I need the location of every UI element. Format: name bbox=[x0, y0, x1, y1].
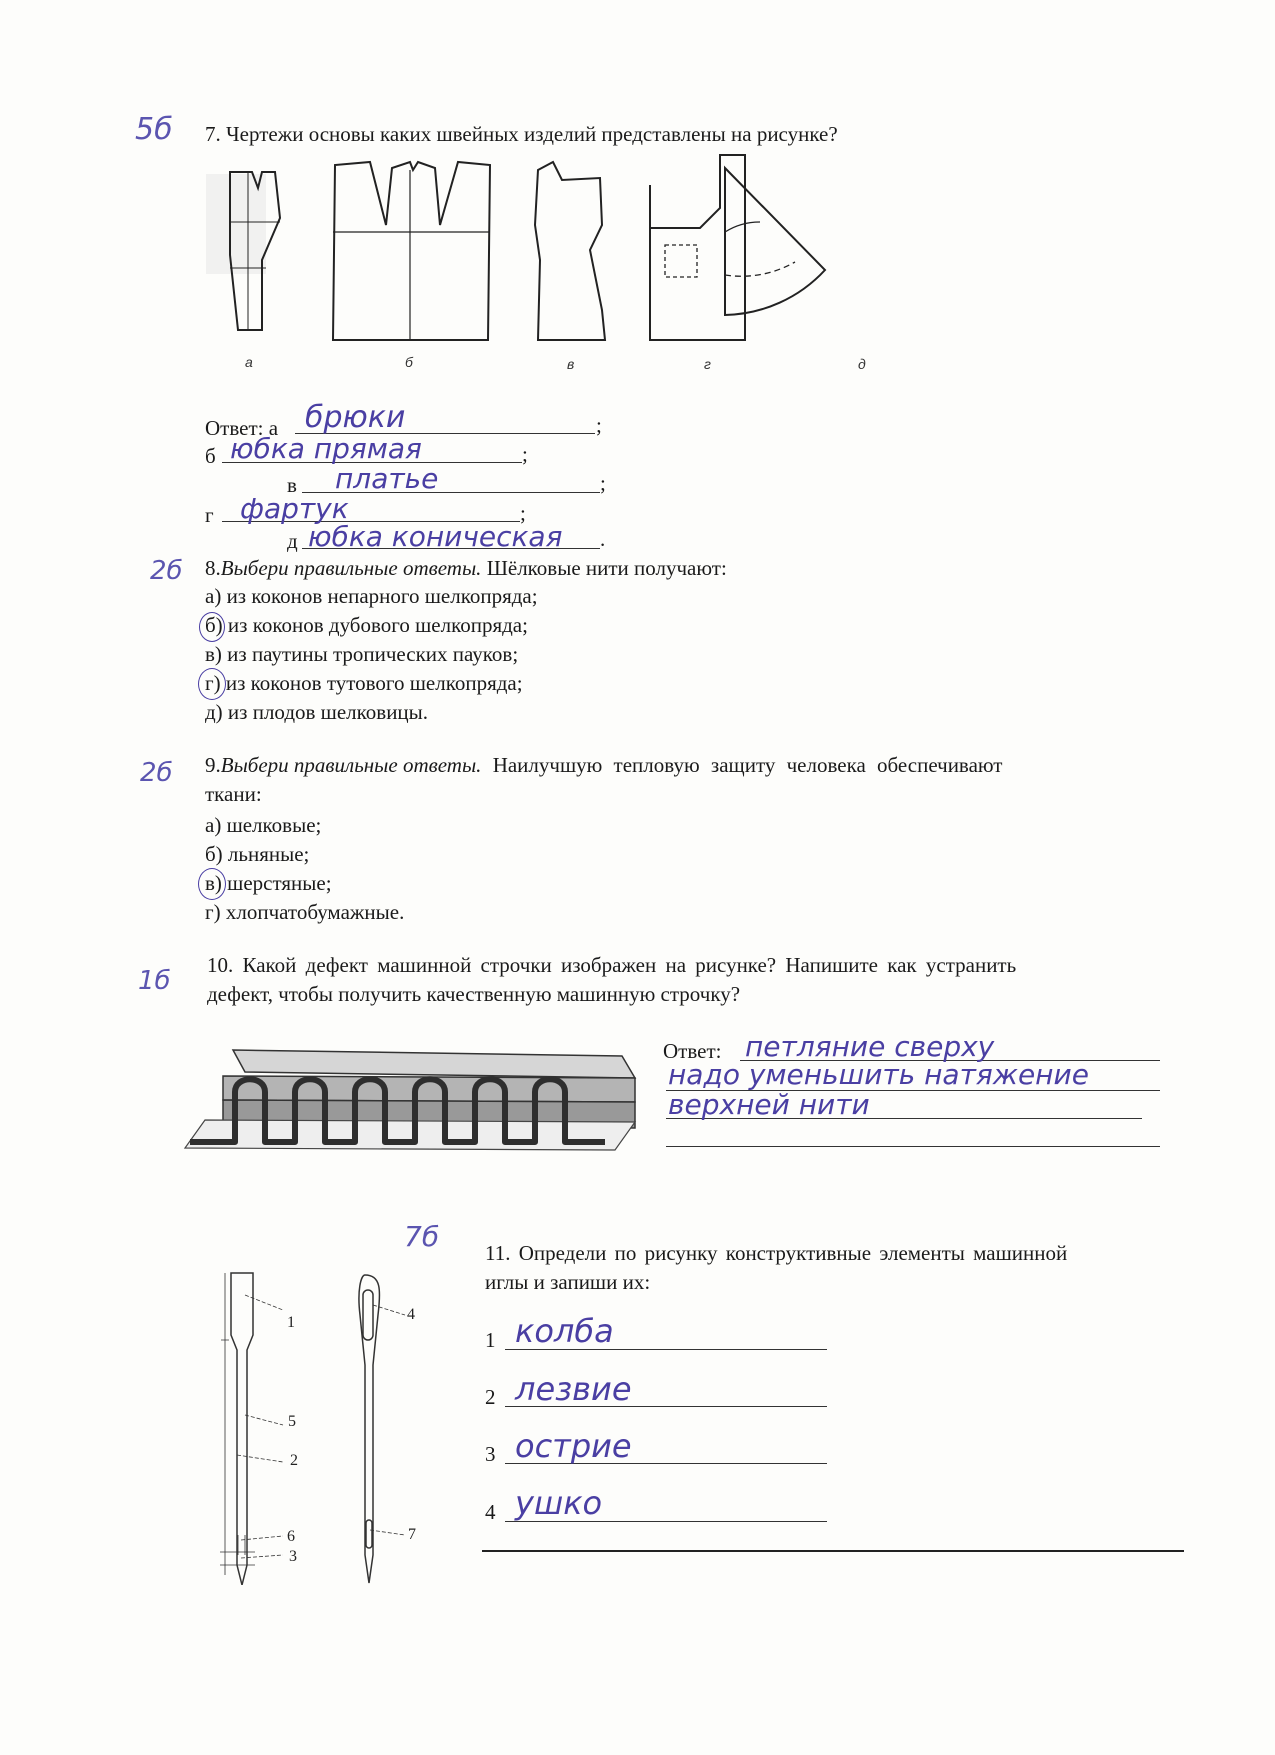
q9-option-a: а) шелковые; bbox=[205, 813, 322, 837]
q11-needle-label-7: 7 bbox=[408, 1526, 416, 1543]
q7-answer-a: брюки bbox=[305, 400, 406, 435]
q8-option-d: д) из плодов шелковицы. bbox=[205, 700, 429, 724]
q11-answer-num-1: 1 bbox=[485, 1328, 496, 1352]
q7-letter-d: д bbox=[287, 529, 298, 553]
q7-answer-b: юбка прямая bbox=[230, 432, 422, 465]
q8-instruction: Выбери правильные ответы. bbox=[220, 556, 482, 580]
q7-figure-label-d: д bbox=[858, 356, 866, 372]
q7-figure-label-g: г bbox=[704, 356, 711, 372]
q8-question bbox=[205, 555, 727, 581]
q11-needle-label-6: 6 bbox=[287, 1528, 295, 1545]
score-q8: 2б bbox=[150, 556, 183, 586]
q7-letter-g: г bbox=[205, 503, 214, 527]
q9-text-line2: ткани: bbox=[205, 782, 262, 806]
q9-option-v: в) шерстяные; bbox=[205, 871, 332, 895]
q8-selected-mark-g bbox=[198, 668, 226, 700]
q7-answer-d: юбка коническая bbox=[308, 520, 563, 553]
q11-needle-illustration bbox=[215, 1265, 435, 1585]
q7-answer-prefix: Ответ: а bbox=[205, 416, 279, 440]
score-q10: 1б bbox=[138, 966, 171, 996]
q7-semicolon-a: ; bbox=[596, 413, 602, 437]
q11-answer-num-3: 3 bbox=[485, 1442, 496, 1466]
q7-figure-label-v: в bbox=[567, 356, 575, 372]
score-q11: 7б bbox=[404, 1220, 440, 1253]
q8-option-g: г) из коконов тутового шелкопряда; bbox=[205, 671, 523, 695]
q8-text: Шёлковые нити получают: bbox=[481, 556, 727, 580]
q11-answer-1: колба bbox=[515, 1312, 614, 1350]
q9-option-g: г) хлопчатобумажные. bbox=[205, 900, 405, 924]
q11-needle-label-5: 5 bbox=[288, 1413, 296, 1430]
q9-text: Наилучшую тепловую защиту человека обеспечивают bbox=[481, 753, 1003, 777]
q10-question-line2: дефект, чтобы получить качественную машинную строчку? bbox=[207, 982, 741, 1006]
q10-answer-label: Ответ: bbox=[663, 1039, 722, 1063]
q7-question: 7. Чертежи основы каких швейных изделий представлены на рисунке? bbox=[205, 122, 838, 146]
q11-answer-4: ушко bbox=[515, 1484, 603, 1522]
q10-answer-handwritten-1: петляние сверху bbox=[745, 1030, 995, 1063]
q11-answer-num-4: 4 bbox=[485, 1500, 496, 1524]
page-bottom-rule bbox=[482, 1550, 1184, 1552]
q11-needle-label-3: 3 bbox=[289, 1548, 297, 1565]
q8-number: 8. bbox=[205, 556, 221, 580]
q11-answer-2: лезвие bbox=[515, 1370, 632, 1408]
q9-option-b: б) льняные; bbox=[205, 842, 310, 866]
q9-instruction: Выбери правильные ответы. bbox=[220, 753, 482, 777]
q11-answer-3: острие bbox=[515, 1427, 632, 1465]
q7-answer-g: фартук bbox=[240, 492, 349, 525]
q7-answer-v: платье bbox=[335, 462, 439, 495]
q11-question-line2: иглы и запиши их: bbox=[485, 1270, 651, 1294]
q10-question-line1: 10. Какой дефект машинной строчки изображен на рисунке? Напишите как устранить bbox=[207, 953, 1017, 977]
q7-pattern-figures bbox=[200, 150, 950, 380]
q10-answer-line-4 bbox=[666, 1146, 1160, 1147]
q8-option-v: в) из паутины тропических пауков; bbox=[205, 642, 519, 666]
score-q7: 5б bbox=[135, 112, 173, 147]
q7-semicolon-g: ; bbox=[520, 501, 526, 525]
q10-answer-handwritten-3: верхней нити bbox=[668, 1088, 870, 1121]
q9-selected-mark-v bbox=[198, 868, 226, 900]
q11-needle-label-4: 4 bbox=[407, 1306, 415, 1323]
q7-semicolon-v: ; bbox=[600, 471, 606, 495]
q11-answer-num-2: 2 bbox=[485, 1385, 496, 1409]
q7-letter-v: в bbox=[287, 473, 297, 497]
q7-period-d: . bbox=[600, 527, 606, 551]
q7-figure-label-a: а bbox=[245, 354, 253, 370]
q11-question-line1: 11. Определи по рисунку конструктивные элементы машинной bbox=[485, 1241, 1068, 1265]
q7-figure-label-b: б bbox=[405, 354, 413, 370]
q7-semicolon-b: ; bbox=[522, 442, 528, 466]
score-q9: 2б bbox=[140, 758, 173, 788]
q8-option-b: б) из коконов дубового шелкопряда; bbox=[205, 613, 528, 637]
q10-stitch-defect-illustration bbox=[175, 1040, 650, 1160]
q9-number: 9. bbox=[205, 753, 221, 777]
q11-needle-label-1: 1 bbox=[287, 1314, 295, 1331]
q10-answer-handwritten-2: надо уменьшить натяжение bbox=[668, 1058, 1089, 1091]
q8-selected-mark-b bbox=[199, 612, 225, 642]
q9-question bbox=[205, 752, 1180, 778]
q7-letter-b: б bbox=[205, 444, 216, 468]
q11-needle-label-2: 2 bbox=[290, 1452, 298, 1469]
q8-option-a: а) из коконов непарного шелкопряда; bbox=[205, 584, 538, 608]
